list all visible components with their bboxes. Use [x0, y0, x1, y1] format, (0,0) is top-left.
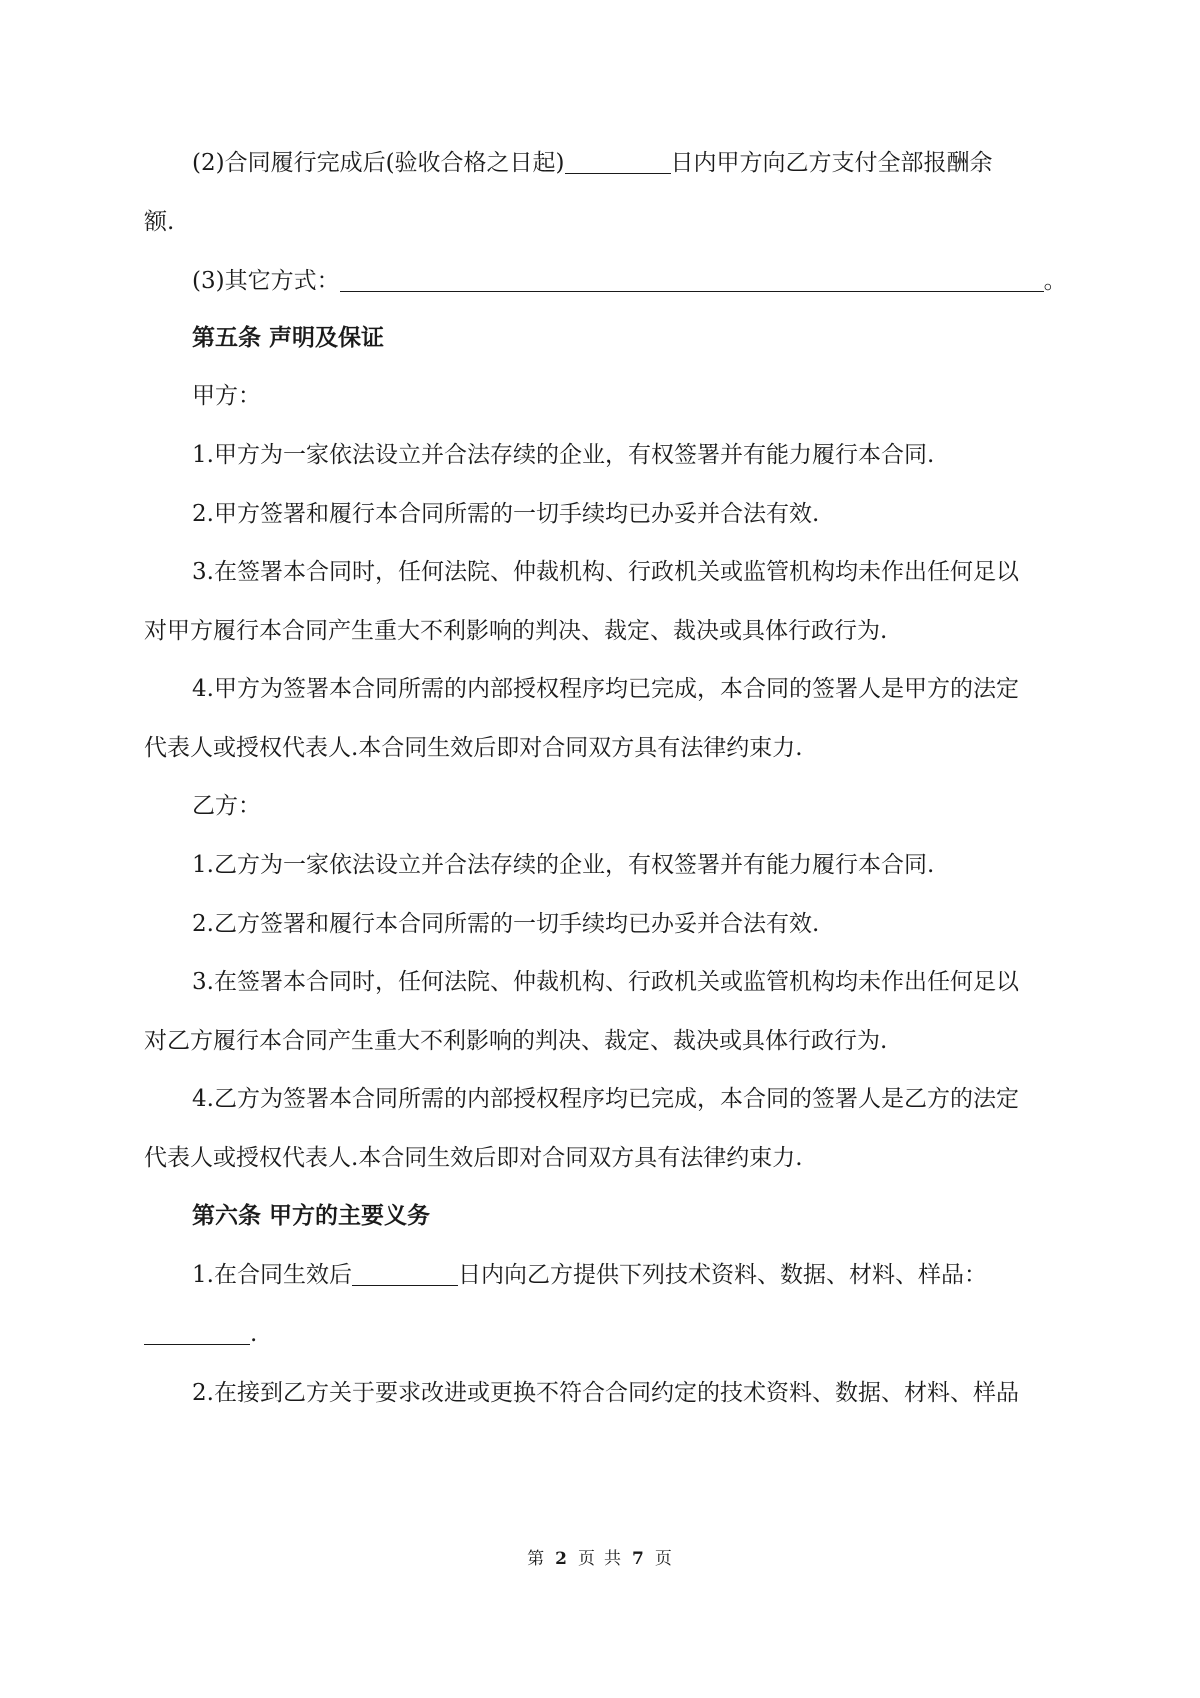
party-a-clause-3-line-2: 对甲方履行本合同产生重大不利影响的判决、裁定、裁决或具体行政行为. [144, 618, 888, 644]
footer-total-prefix: 共 [604, 1549, 622, 1569]
obligation-1-continuation [0, 1319, 1200, 1349]
article-6-heading: 第六条 甲方的主要义务 [192, 1202, 431, 1229]
footer-middle: 页 [578, 1549, 596, 1569]
blank-days-field-2[interactable] [352, 1263, 458, 1286]
payment-term-2-continuation: 额. [144, 209, 175, 235]
article-5-heading: 第五条 声明及保证 [192, 324, 385, 351]
obligation-1-text-end: 日内向乙方提供下列技术资料、数据、材料、样品： [457, 1262, 987, 1288]
payment-term-3-text-start: (3)其它方式： [192, 268, 340, 294]
page-footer [0, 1548, 1200, 1570]
party-b-label: 乙方： [192, 793, 261, 819]
footer-suffix: 页 [654, 1549, 673, 1569]
party-a-clause-4-line-2: 代表人或授权代表人.本合同生效后即对合同双方具有法律约束力. [144, 735, 803, 761]
payment-term-2 [0, 148, 1200, 178]
payment-term-3-text-end: 。 [1043, 268, 1067, 294]
obligation-2-line-1: 2.在接到乙方关于要求改进或更换不符合合同约定的技术资料、数据、材料、样品 [192, 1380, 1019, 1406]
party-a-clause-4-line-1: 4.甲方为签署本合同所需的内部授权程序均已完成，本合同的签署人是甲方的法定 [192, 676, 1019, 702]
footer-total-pages: 7 [632, 1549, 645, 1569]
party-b-clause-3-line-2: 对乙方履行本合同产生重大不利影响的判决、裁定、裁决或具体行政行为. [144, 1028, 888, 1054]
obligation-1-continuation-end: . [250, 1321, 258, 1347]
party-b-clause-4-line-2: 代表人或授权代表人.本合同生效后即对合同双方具有法律约束力. [144, 1145, 803, 1171]
obligation-1-text-start: 1.在合同生效后 [192, 1262, 352, 1288]
obligation-1 [0, 1260, 1200, 1290]
footer-current-page: 2 [555, 1549, 568, 1569]
party-a-clause-2: 2.甲方签署和履行本合同所需的一切手续均已办妥并合法有效. [192, 501, 820, 527]
party-b-clause-1: 1.乙方为一家依法设立并合法存续的企业，有权签署并有能力履行本合同. [192, 852, 935, 878]
blank-materials-field[interactable] [144, 1322, 250, 1345]
payment-term-2-text-start: (2)合同履行完成后(验收合格之日起) [192, 150, 565, 176]
party-a-clause-1: 1.甲方为一家依法设立并合法存续的企业，有权签署并有能力履行本合同. [192, 442, 935, 468]
party-b-clause-3-line-1: 3.在签署本合同时，任何法院、仲裁机构、行政机关或监管机构均未作出任何足以 [192, 969, 1019, 995]
footer-prefix: 第 [527, 1549, 546, 1569]
payment-term-2-text-end: 日内甲方向乙方支付全部报酬余 [670, 150, 993, 176]
payment-term-3 [0, 266, 1200, 296]
party-a-label: 甲方： [192, 383, 261, 409]
blank-other-method-field[interactable] [340, 269, 1044, 292]
party-b-clause-4-line-1: 4.乙方为签署本合同所需的内部授权程序均已完成，本合同的签署人是乙方的法定 [192, 1086, 1019, 1112]
party-a-clause-3-line-1: 3.在签署本合同时，任何法院、仲裁机构、行政机关或监管机构均未作出任何足以 [192, 559, 1019, 585]
blank-days-field[interactable] [565, 151, 671, 174]
party-b-clause-2: 2.乙方签署和履行本合同所需的一切手续均已办妥并合法有效. [192, 911, 820, 937]
